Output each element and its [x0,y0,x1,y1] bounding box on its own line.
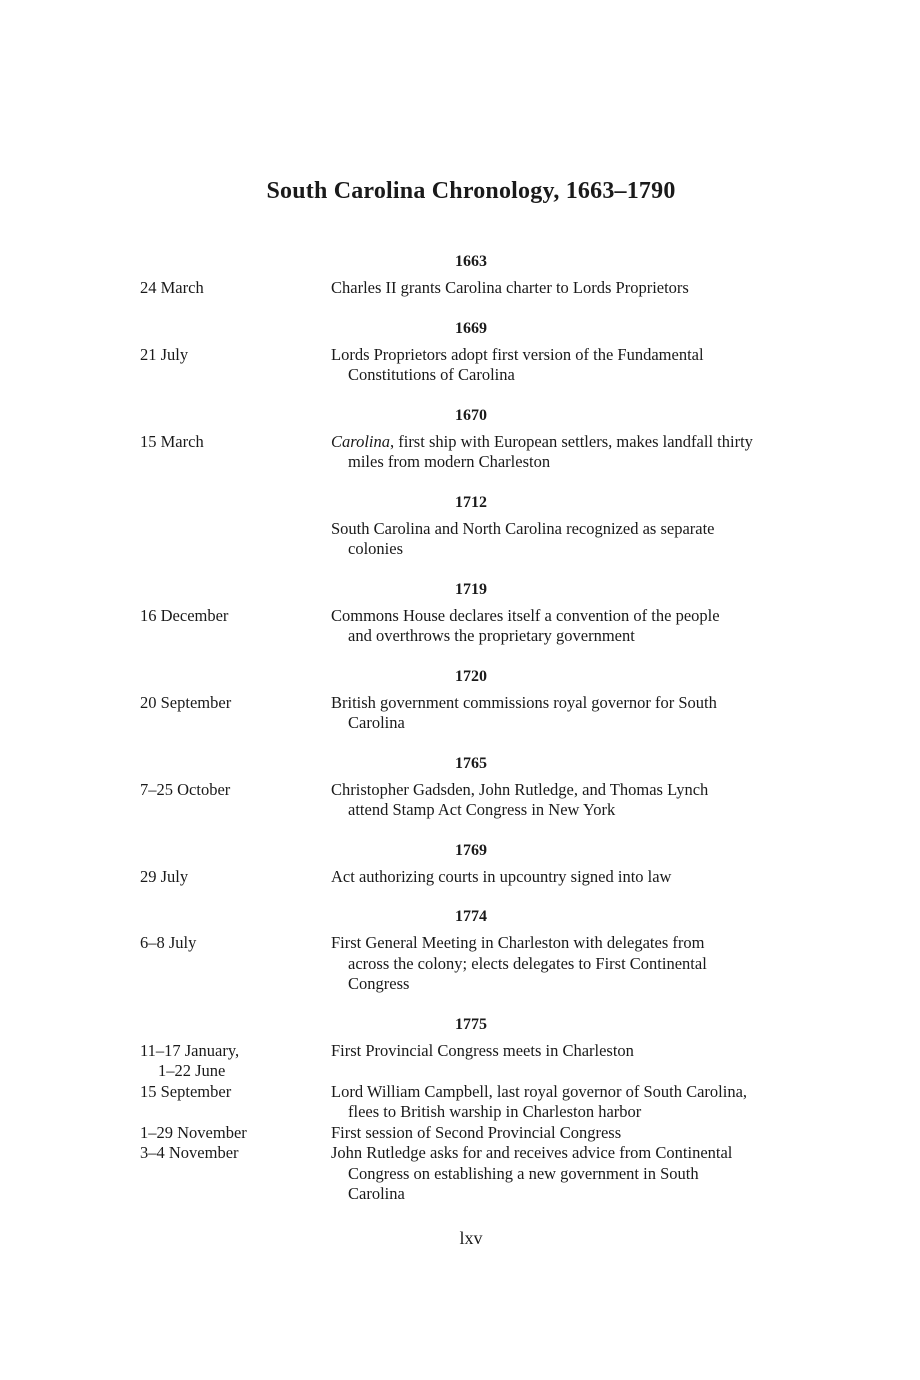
entry-description-line: John Rutledge asks for and receives advice from Continental [331,1143,733,1162]
entry-date [140,780,331,821]
entry-date-line: 20 September [140,692,232,712]
entry-description [331,693,812,734]
year-block [140,667,812,734]
entry-description [331,519,812,560]
entry-date-line: 11–17 January, [140,1040,240,1060]
entry-description [331,1041,812,1082]
entry-description-line: flees to British warship in Charleston harbor [348,1102,642,1121]
chronology-entry [140,1143,812,1205]
chronology-entry [140,1041,812,1082]
year-block [140,754,812,821]
ship-name: Carolina [331,431,390,451]
entry-description-line: Carolina [348,1184,405,1203]
entry-description [331,1123,812,1144]
chronology-entry [140,693,812,734]
entry-description [331,432,812,473]
entry-description-line: Lords Proprietors adopt first version of the Fundamental [331,344,704,364]
entry-description-line: Congress [348,974,410,993]
entry-description [331,780,812,821]
entry-description-line: First session of Second Provincial Congress [331,1122,622,1142]
year-heading: 1720 [455,667,487,685]
entry-description [331,933,812,995]
year-block [140,1015,812,1205]
entry-description-line: across the colony; elects delegates to First Continental [348,953,707,973]
entry-description-line: British government commissions royal governor for South [331,692,717,712]
entry-date [140,1123,331,1144]
entry-date [140,345,331,386]
year-heading: 1669 [455,319,487,337]
entry-date [140,867,331,888]
entry-date-line: 6–8 July [140,933,197,952]
entry-date [140,1143,331,1205]
chronology-entry [140,519,812,560]
entry-description [331,278,812,299]
year-block [140,580,812,647]
year-heading: 1663 [455,253,487,270]
year-heading: 1775 [455,1015,487,1033]
entry-date [140,1082,331,1123]
entry-description [331,606,812,647]
entry-description-line: Congress on establishing a new government in South [348,1163,699,1183]
year-heading: 1670 [455,406,487,424]
chronology-entry [140,780,812,821]
entry-description-line: Lord William Campbell, last royal governor of South Carolina, [331,1081,748,1101]
year-heading: 1774 [455,908,487,925]
entry-date [140,933,331,995]
entry-description-line: South Carolina and North Carolina recognized as separate [331,518,715,538]
year-block [140,252,812,299]
year-block [140,907,812,995]
entry-description [331,867,812,888]
entry-date-line: 3–4 November [140,1143,239,1162]
chronology-list [140,252,812,1205]
entry-description-line: miles from modern Charleston [348,452,551,471]
entry-date-line: 7–25 October [140,779,231,799]
entry-date-line: 1–22 June [158,1061,226,1080]
entry-date-line: 15 March [140,431,204,451]
entry-date [140,1041,331,1082]
entry-date-line: 29 July [140,866,189,886]
entry-description-line [331,432,812,453]
entry-description-line: Constitutions of Carolina [348,365,515,384]
entry-description-line: Act authorizing courts in upcountry signed into law [331,866,672,886]
entry-description [331,345,812,386]
year-heading: 1719 [455,580,487,598]
year-block [140,841,812,888]
chronology-entry [140,278,812,299]
entry-date [140,519,331,560]
page-title: South Carolina Chronology, 1663–1790 [266,178,676,204]
chronology-entry [140,432,812,473]
entry-description [331,1143,812,1205]
chronology-entry [140,933,812,995]
entry-date-line: 21 July [140,344,189,364]
year-heading: 1712 [455,493,487,511]
year-heading: 1769 [455,841,487,859]
entry-date-line: 24 March [140,278,204,297]
entry-description-line: First Provincial Congress meets in Charleston [331,1040,634,1060]
entry-description-line: Commons House declares itself a convention of the people [331,605,720,625]
year-block [140,493,812,560]
chronology-entry [140,606,812,647]
entry-description-line: Charles II grants Carolina charter to Lords Proprietors [331,278,689,297]
entry-date-line: 1–29 November [140,1122,247,1142]
entry-description-text: , first ship with European settlers, makes landfall thirty [389,431,753,451]
entry-date [140,606,331,647]
year-heading: 1765 [455,754,487,772]
entry-description-line: Carolina [348,713,405,732]
entry-date [140,278,331,299]
chronology-entry [140,1082,812,1123]
entry-description-line: and overthrows the proprietary government [348,626,635,645]
page-number: lxv [459,1228,483,1248]
entry-description-line: First General Meeting in Charleston with delegates from [331,933,705,952]
chronology-entry [140,345,812,386]
entry-date [140,432,331,473]
entry-date [140,693,331,734]
year-block [140,319,812,386]
entry-date-line: 16 December [140,605,229,625]
entry-description [331,1082,812,1123]
entry-description-line: colonies [348,539,403,558]
entry-description-line: attend Stamp Act Congress in New York [348,800,616,819]
entry-date-line: 15 September [140,1081,232,1101]
chronology-entry [140,1123,812,1144]
entry-description-line: Christopher Gadsden, John Rutledge, and Thomas Lynch [331,779,709,799]
year-block [140,406,812,473]
chronology-entry [140,867,812,888]
